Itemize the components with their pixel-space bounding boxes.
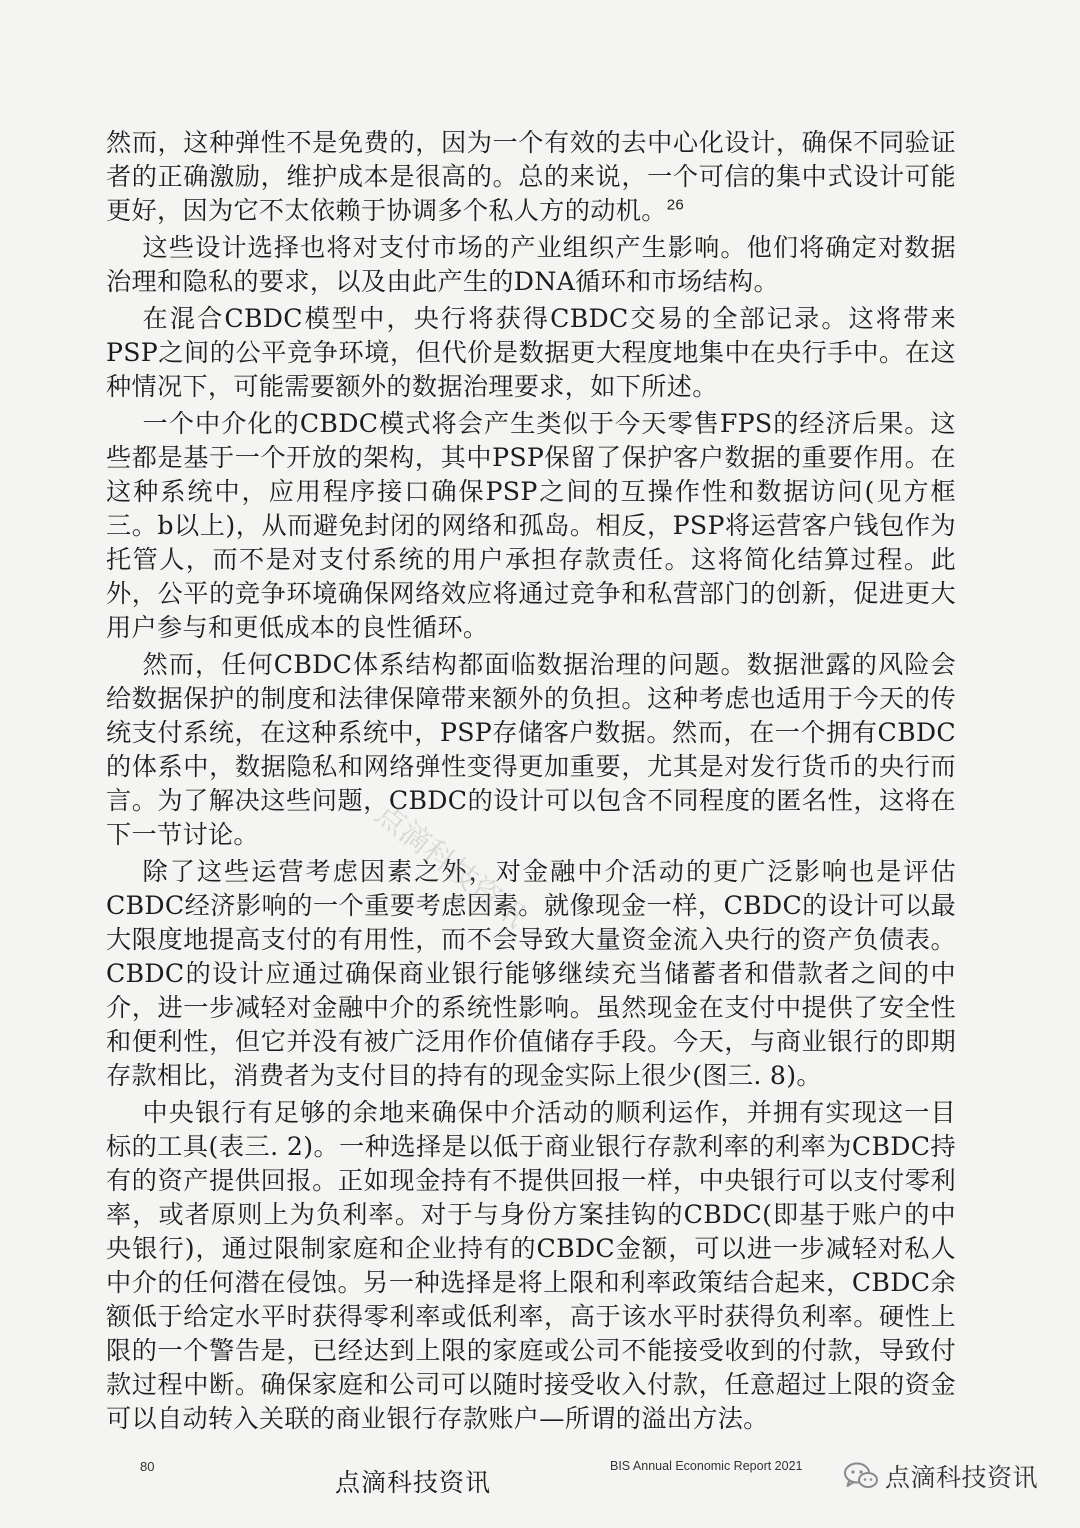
paragraph: 然而，任何CBDC体系结构都面临数据治理的问题。数据泄露的风险会给数据保护的制度和法律保障带来额外的负担。这种考虑也适用于今天的传统支付系统，在这种系统中，PSP存储客户数据。然而，在一个拥有CBDC的体系中，数据隐私和网络弹性变得更加重要，尤其是对发行货币的央行而言。为了解决这些问题，CBDC的设计可以包含不同程度的匿名性，这将在下一节讨论。 — [106, 650, 956, 849]
watermark: 点滴科技资讯 — [368, 796, 532, 935]
paragraph: 在混合CBDC模型中，央行将获得CBDC交易的全部记录。这将带来PSP之间的公平竞争环境，但代价是数据更大程度地集中在央行手中。在这种情况下，可能需要额外的数据治理要求，如下所述。 — [106, 304, 956, 401]
report-title: BIS Annual Economic Report 2021 — [610, 1459, 803, 1473]
body-text — [106, 126, 956, 1439]
paragraph: 中央银行有足够的余地来确保中介活动的顺利运作，并拥有实现这一目标的工具(表三. 2)。一种选择是以低于商业银行存款利率的利率为CBDC持有的资产提供回报。正如现金持有不提供回报一样，中央银行可以支付零利率，或者原则上为负利率。对于与身份方案挂钩的CBDC(即基于账户的中央银行)，通过限制家庭和企业持有的CBDC金额，可以进一步减轻对私人中介的任何潜在侵蚀。另一种选择是将上限和利率政策结合起来，CBDC余额低于给定水平时获得零利率或低利率，高于该水平时获得负利率。硬性上限的一个警告是，已经达到上限的家庭或公司不能接受收到的付款，导致付款过程中断。确保家庭和公司可以随时接受收入付款，任意超过上限的资金可以自动转入关联的商业银行存款账户—所谓的溢出方法。 — [106, 1098, 956, 1433]
wechat-icon — [843, 1461, 879, 1491]
wechat-badge[interactable] — [843, 1458, 1038, 1494]
paragraph: 除了这些运营考虑因素之外，对金融中介活动的更广泛影响也是评估CBDC经济影响的一个重要考虑因素。就像现金一样，CBDC的设计可以最大限度地提高支付的有用性，而不会导致大量资金流入央行的资产负债表。CBDC的设计应通过确保商业银行能够继续充当储蓄者和借款者之间的中介，进一步减轻对金融中介的系统性影响。虽然现金在支付中提供了安全性和便利性，但它并没有被广泛用作价值储存手段。今天，与商业银行的即期存款相比，消费者为支付目的持有的现金实际上很少(图三. 8)。 — [106, 857, 956, 1090]
wechat-account-name: 点滴科技资讯 — [885, 1463, 1039, 1492]
paragraph: 一个中介化的CBDC模式将会产生类似于今天零售FPS的经济后果。这些都是基于一个开放的架构，其中PSP保留了保护客户数据的重要作用。在这种系统中，应用程序接口确保PSP之间的互操作性和数据访问(见方框三。b以上)，从而避免封闭的网络和孤岛。相反，PSP将运营客户钱包作为托管人，而不是对支付系统的用户承担存款责任。这将简化结算过程。此外，公平的竞争环境确保网络效应将通过竞争和私营部门的创新，促进更大用户参与和更低成本的良性循环。 — [106, 409, 956, 642]
footnote-ref[interactable]: 26 — [666, 196, 685, 214]
paragraph: 这些设计选择也将对支付市场的产业组织产生影响。他们将确定对数据治理和隐私的要求，以及由此产生的DNA循环和市场结构。 — [106, 233, 956, 296]
paragraph: 然而，这种弹性不是免费的，因为一个有效的去中心化设计，确保不同验证者的正确激励，维护成本是很高的。总的来说，一个可信的集中式设计可能更好，因为它不太依赖于协调多个私人方的动机。$^{26}$ — [106, 128, 956, 225]
footer-brand: 点滴科技资讯 — [335, 1468, 492, 1497]
page-number: 80 — [140, 1459, 155, 1474]
